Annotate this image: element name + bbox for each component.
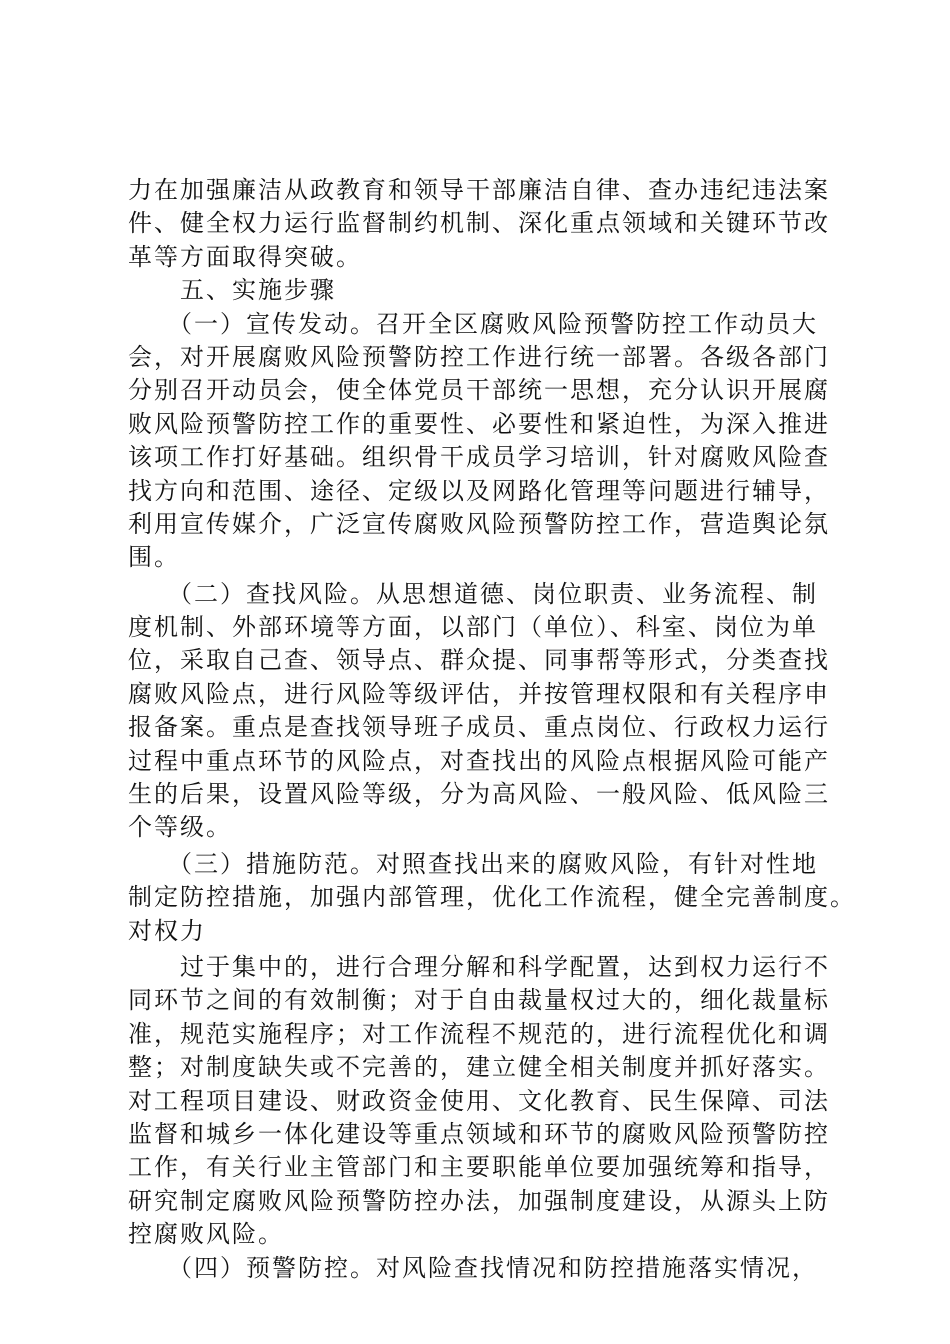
text-line: 该项工作打好基础。组织骨干成员学习培训，针对腐败风险查 [128,443,830,472]
section-heading: 五、实施步骤 [128,276,336,305]
text-line: 分别召开动员会，使全体党员干部统一思想，充分认识开展腐 [128,376,830,405]
text-line: 过程中重点环节的风险点，对查找出的风险点根据风险可能产 [128,746,830,775]
text-line: 控腐败风险。 [128,1220,284,1249]
text-line: 度机制、外部环境等方面，以部门（单位）、科室、岗位为单 [128,613,818,642]
document-body [128,174,856,1285]
text-line: 报备案。重点是查找领导班子成员、重点岗位、行政权力运行 [128,713,830,742]
text-line: 败风险预警防控工作的重要性、必要性和紧迫性，为深入推进 [128,409,830,438]
text-line: 力在加强廉洁从政教育和领导干部廉洁自律、查办违纪违法案 [128,176,830,204]
text-line: （一）宣传发动。召开全区腐败风险预警防控工作动员大 [128,309,818,338]
text-line: 利用宣传媒介，广泛宣传腐败风险预警防控工作，营造舆论氛 [128,509,830,538]
text-line: 找方向和范围、途径、定级以及网路化管理等问题进行辅导， [128,476,830,505]
text-line: 工作，有关行业主管部门和主要职能单位要加强统筹和指导， [128,1153,830,1182]
text-line: 研究制定腐败风险预警防控办法，加强制度建设，从源头上防 [128,1186,830,1215]
text-line: 个等级。 [128,813,232,842]
text-line: 准，规范实施程序；对工作流程不规范的，进行流程优化和调 [128,1019,830,1048]
text-line: （二）查找风险。从思想道德、岗位职责、业务流程、制 [128,579,818,608]
text-line: 制定防控措施，加强内部管理，优化工作流程，健全完善制度。 [128,883,856,912]
text-line: 围。 [128,543,180,572]
text-line: 腐败风险点，进行风险等级评估，并按管理权限和有关程序申 [128,679,830,708]
text-line: 过于集中的，进行合理分解和科学配置，达到权力运行不 [128,952,830,981]
text-line: 会，对开展腐败风险预警防控工作进行统一部署。各级各部门 [128,342,830,371]
text-line: 位，采取自己查、领导点、群众提、同事帮等形式，分类查找 [128,646,830,675]
text-line: 监督和城乡一体化建设等重点领域和环节的腐败风险预警防控 [128,1119,830,1148]
text-line: （三）措施防范。对照查找出来的腐败风险，有针对性地 [128,849,818,878]
text-line: 对权力 [128,916,206,945]
text-line: （四）预警防控。对风险查找情况和防控措施落实情况， [128,1253,818,1282]
text-line: 整；对制度缺失或不完善的，建立健全相关制度并抓好落实。 [128,1053,830,1082]
text-line: 生的后果，设置风险等级，分为高风险、一般风险、低风险三 [128,780,830,809]
text-line: 革等方面取得突破。 [128,242,362,271]
text-line: 对工程项目建设、财政资金使用、文化教育、民生保障、司法 [128,1086,830,1115]
text-line: 件、健全权力运行监督制约机制、深化重点领域和关键环节改 [128,209,830,238]
text-line: 同环节之间的有效制衡；对于自由裁量权过大的，细化裁量标 [128,986,830,1015]
